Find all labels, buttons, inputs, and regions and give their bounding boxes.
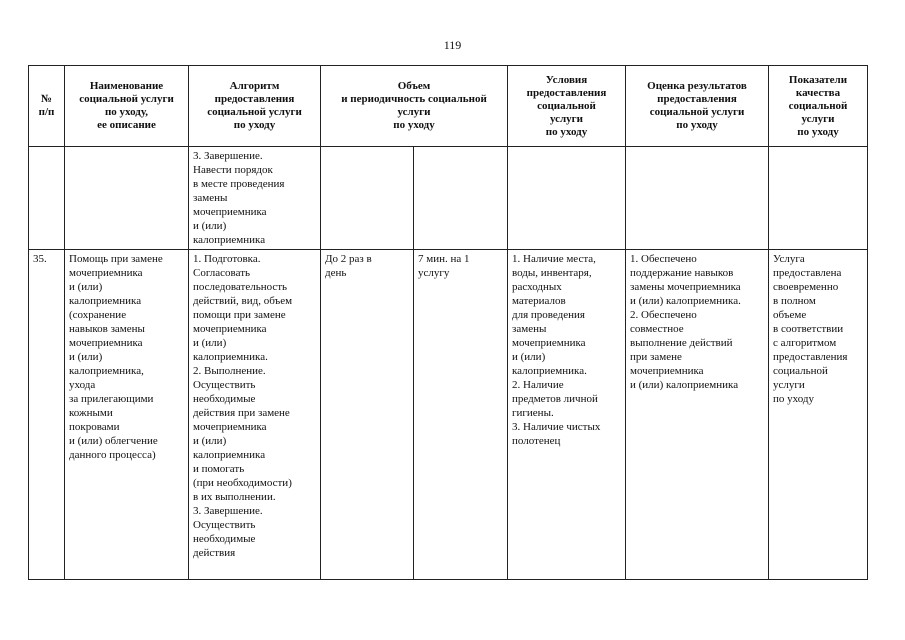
header-conditions: Условия предоставления социальной услуги по уходу — [508, 66, 626, 147]
cell-indicators — [769, 147, 868, 250]
page-number: 119 — [443, 38, 462, 52]
header-evaluation: Оценка результатов предоставления социальной услуги по уходу — [626, 66, 769, 147]
table-row — [29, 250, 868, 580]
header-num: № п/п — [29, 66, 65, 147]
cell-duration — [414, 147, 508, 250]
cell-num — [29, 147, 65, 250]
cell-num: 35. — [29, 250, 65, 580]
cell-periodicity — [321, 147, 414, 250]
social-services-table — [28, 65, 868, 580]
header-indicators: Показатели качества социальной услуги по уходу — [769, 66, 868, 147]
table-row-continuation — [29, 147, 868, 250]
header-name: Наименование социальной услуги по уходу, ее описание — [65, 66, 189, 147]
cell-name — [65, 147, 189, 250]
cell-name: Помощь при замене мочеприемника и (или) калоприемника (сохранение навыков замены мочеприемника и (или) калоприемника, ухода за прилегающими кожными покровами и (или) облегчение данного процесса) — [65, 250, 189, 580]
cell-evaluation — [626, 147, 769, 250]
cell-conditions — [508, 147, 626, 250]
cell-periodicity: До 2 раз в день — [321, 250, 414, 580]
cell-conditions: 1. Наличие места, воды, инвентаря, расходных материалов для проведения замены мочеприемника и (или) калоприемника. 2. Наличие предметов личной гигиены. 3. Наличие чистых полотенец — [508, 250, 626, 580]
cell-evaluation: 1. Обеспечено поддержание навыков замены мочеприемника и (или) калоприемника. 2. Обеспечено совместное выполнение действий при замене мочеприемника и (или) калоприемника — [626, 250, 769, 580]
cell-algorithm: 1. Подготовка. Согласовать последовательность действий, вид, объем помощи при замене мочеприемника и (или) калоприемника. 2. Выполнение. Осуществить необходимые действия при замене мочеприемника и (или) калоприемника и помогать (при необходимости) в их выполнении. 3. Завершение. Осуществить необходимые действия — [189, 250, 321, 580]
cell-algorithm: 3. Завершение. Навести порядок в месте проведения замены мочеприемника и (или) калоприемника — [189, 147, 321, 250]
cell-indicators: Услуга предоставлена своевременно в полном объеме в соответствии с алгоритмом предоставления социальной услуги по уходу — [769, 250, 868, 580]
header-algorithm: Алгоритм предоставления социальной услуги по уходу — [189, 66, 321, 147]
table-header-row — [29, 66, 868, 147]
header-volume: Объем и периодичность социальной услуги по уходу — [321, 66, 508, 147]
cell-duration: 7 мин. на 1 услугу — [414, 250, 508, 580]
